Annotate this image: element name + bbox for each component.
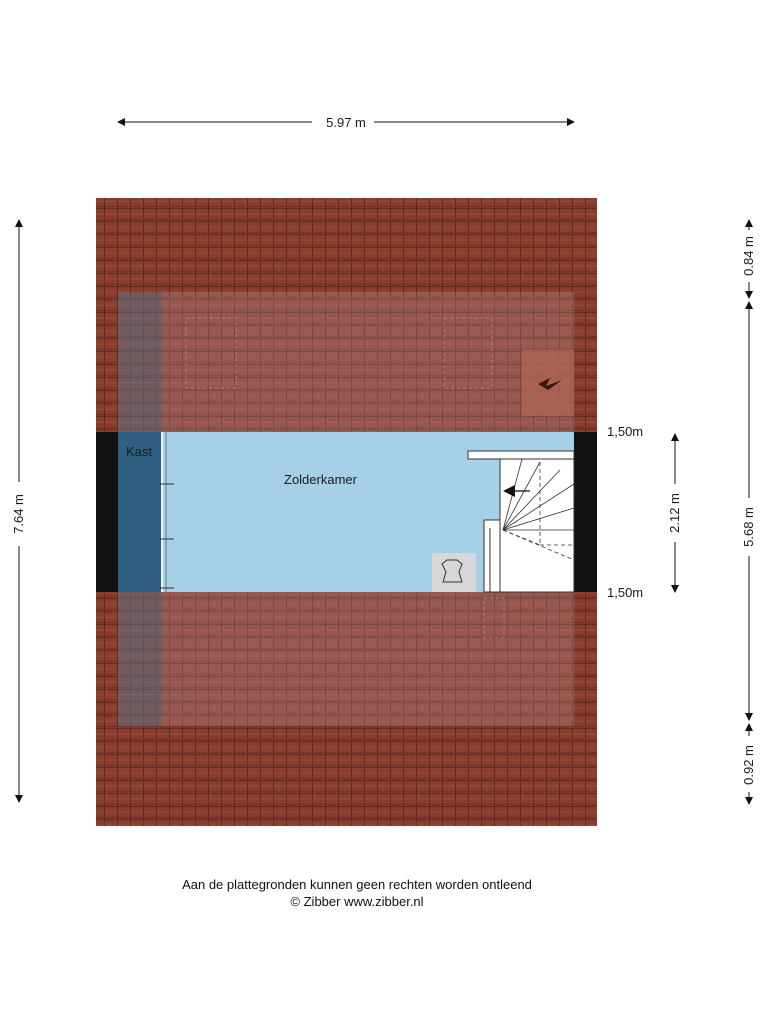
chimney-icon (522, 350, 574, 416)
dimension-right-middle (741, 302, 756, 720)
wall-height-bottom-label: 1,50m (607, 585, 644, 600)
disclaimer-text: Aan de plattegronden kunnen geen rechten worden ontleend (182, 877, 532, 892)
dimension-right-middle-label: 5.68 m (741, 507, 756, 547)
roof-top (96, 198, 597, 432)
wall-height-top-label: 1,50m (607, 424, 644, 439)
dimension-room-depth (667, 434, 682, 592)
dimension-width (118, 115, 574, 130)
dimension-right-top (741, 220, 756, 298)
wall-left (96, 432, 118, 592)
copyright-text: © Zibber www.zibber.nl (290, 894, 424, 909)
dimension-right-top-label: 0.84 m (741, 236, 756, 276)
dimension-room-depth-label: 2.12 m (667, 493, 682, 533)
dimension-right-bottom (741, 724, 756, 804)
closet-label: Kast (126, 444, 153, 459)
room-label: Zolderkamer (284, 472, 357, 487)
dimension-width-label: 5.97 m (326, 115, 366, 130)
dimension-height (11, 220, 26, 802)
dimension-right-bottom-label: 0.92 m (741, 745, 756, 785)
roof-bottom (96, 592, 597, 826)
dimension-height-label: 7.64 m (11, 494, 26, 534)
hatch-icon (432, 553, 476, 592)
footer (0, 876, 714, 910)
wall-right (574, 432, 597, 592)
